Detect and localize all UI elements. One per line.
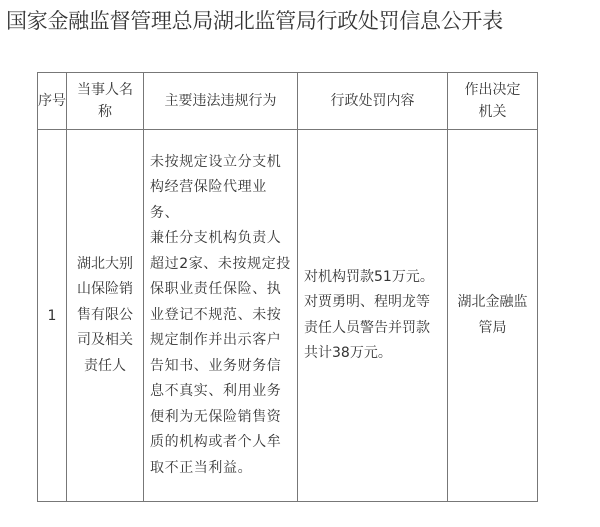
cell-no: 1 (38, 130, 67, 502)
cell-content (298, 130, 448, 502)
table-row (38, 130, 538, 502)
page-title: 国家金融监督管理总局湖北监管局行政处罚信息公开表 (6, 9, 503, 33)
header-violation: 主要违法违规行为 (144, 73, 298, 130)
cell-organ: 湖北金融监管局 (448, 130, 538, 502)
violation-text-2: 兼任分支机构负责人超过2家、未按规定投保职业责任保险、执业登记不规范、未按规定制作并出示客户告知书、业务财务信息不真实、利用业务便利为无保险销售资质的机构或者个人牟取不正当利益。 (150, 230, 291, 476)
cell-violation (144, 130, 298, 502)
penalty-info-table (37, 72, 538, 502)
content-text-1: 对机构罚款51万元。 (304, 268, 434, 285)
table-header-row (38, 73, 538, 130)
content-text-2: 对贾勇明、程明龙等责任人员警告并罚款共计38万元。 (304, 294, 430, 361)
header-organ: 作出决定机关 (448, 73, 538, 130)
violation-text-1: 未按规定设立分支机构经营保险代理业务、 (150, 153, 282, 221)
header-content: 行政处罚内容 (298, 73, 448, 130)
header-no: 序号 (38, 73, 67, 130)
cell-party: 湖北大别山保险销售有限公司及相关责任人 (67, 130, 144, 502)
header-party: 当事人名称 (67, 73, 144, 130)
